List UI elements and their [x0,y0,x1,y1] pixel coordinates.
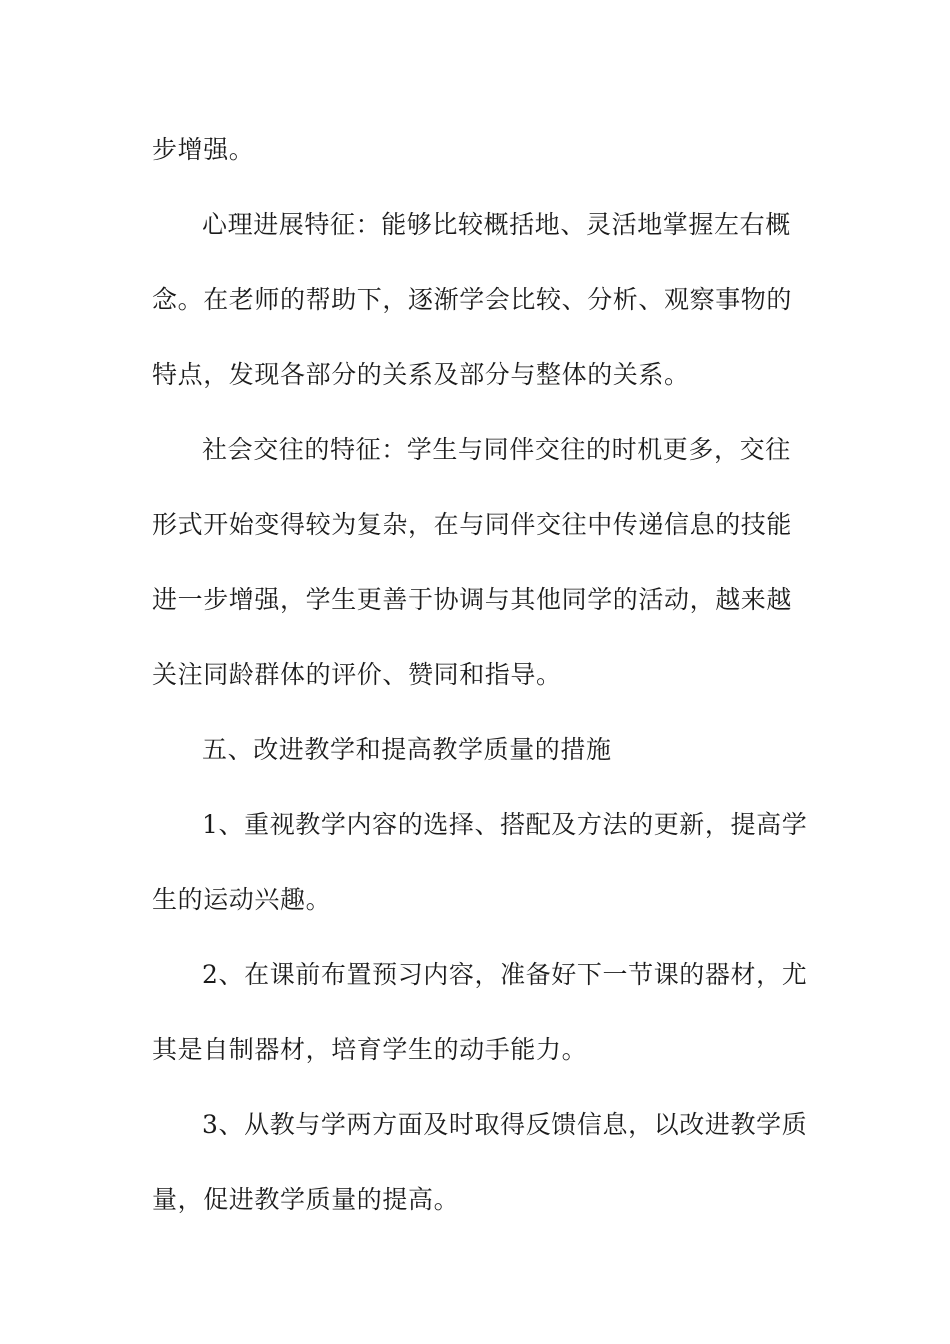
paragraph-psychological-line-2: 念。在老师的帮助下，逐渐学会比较、分析、观察事物的 [152,285,793,314]
paragraph-social-line-3: 进一步增强，学生更善于协调与其他同学的活动，越来越 [152,585,793,614]
paragraph-psychological-line-3: 特点，发现各部分的关系及部分与整体的关系。 [152,360,690,389]
paragraph-social-line-2: 形式开始变得较为复杂，在与同伴交往中传递信息的技能 [152,510,793,539]
section-heading-five: 五、改进教学和提高教学质量的措施 [202,735,612,764]
text-line-continuation: 步增强。 [152,135,255,164]
paragraph-psychological-line-1: 心理进展特征：能够比较概括地、灵活地掌握左右概 [202,210,791,239]
item-2-line-1: 2、在课前布置预习内容，准备好下一节课的器材，尤 [202,960,808,989]
item-1-line-2: 生的运动兴趣。 [152,885,332,914]
paragraph-social-line-4: 关注同龄群体的评价、赞同和指导。 [152,660,562,689]
paragraph-social-line-1: 社会交往的特征：学生与同伴交往的时机更多，交往 [202,435,791,464]
item-3-line-1: 3、从教与学两方面及时取得反馈信息，以改进教学质 [202,1110,808,1139]
item-2-line-2: 其是自制器材，培育学生的动手能力。 [152,1035,588,1064]
item-1-line-1: 1、重视教学内容的选择、搭配及方法的更新，提高学 [202,810,808,839]
item-3-line-2: 量，促进教学质量的提高。 [152,1185,460,1214]
